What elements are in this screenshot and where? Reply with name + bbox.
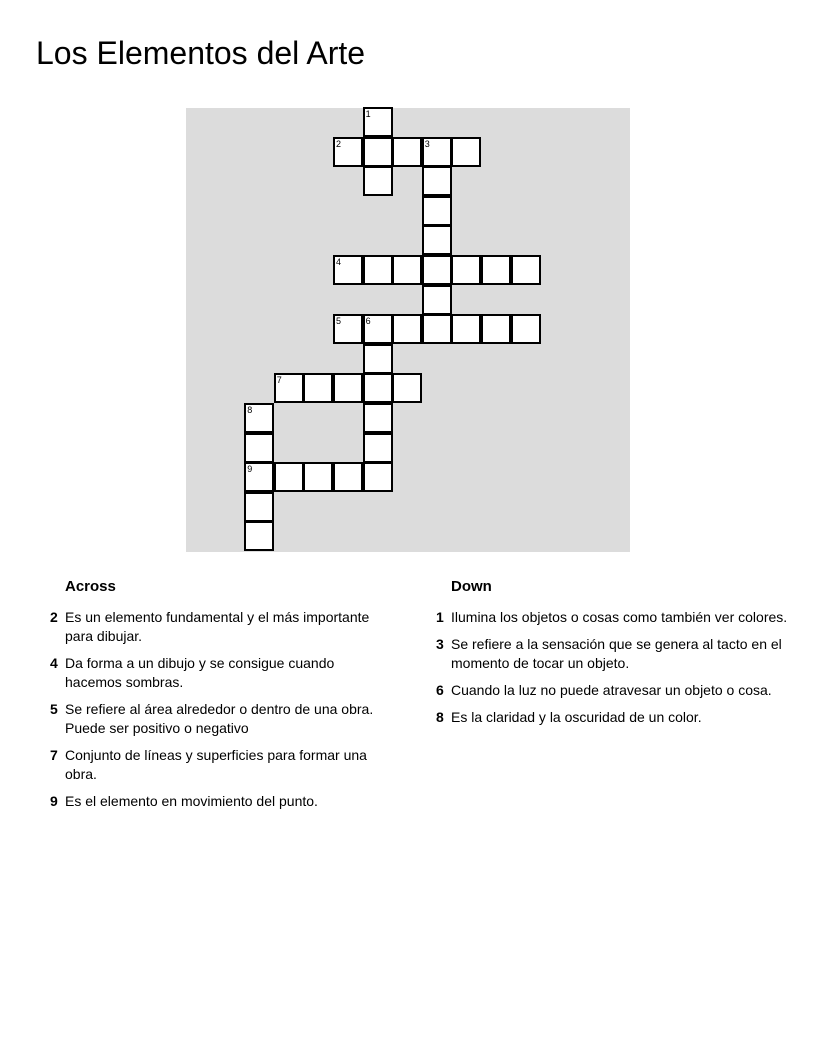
grid-cell[interactable] <box>511 314 541 344</box>
clue-item <box>430 608 790 627</box>
crossword-grid <box>186 108 630 552</box>
clue-item <box>44 792 384 811</box>
grid-cell[interactable] <box>392 137 422 167</box>
grid-cell[interactable] <box>422 196 452 226</box>
clue-number: 2 <box>336 138 342 149</box>
clue-item <box>44 608 384 646</box>
clue-item-text: Ilumina los objetos o cosas como también ver colores. <box>451 609 788 625</box>
clue-item-text: Es un elemento fundamental y el más importante para dibujar. <box>65 609 370 644</box>
grid-cell[interactable] <box>333 314 363 344</box>
page-title: Los Elementos del Arte <box>36 35 366 71</box>
down-heading: Down <box>451 578 492 595</box>
clue-number: 8 <box>247 405 253 415</box>
clue-item-number: 4 <box>50 655 58 671</box>
clue-number: 4 <box>336 257 342 267</box>
grid-cell[interactable] <box>274 373 304 403</box>
grid-cell[interactable] <box>392 314 422 344</box>
grid-cell[interactable] <box>363 462 393 492</box>
grid-cell[interactable] <box>244 492 274 522</box>
grid-cell[interactable] <box>363 166 393 196</box>
clue-item-number: 2 <box>50 609 58 625</box>
grid-cell[interactable] <box>363 344 393 374</box>
clue-item-number: 7 <box>50 747 58 763</box>
clue-item-text: Se refiere al área alrededor o dentro de una obra. Puede ser positivo o negativo <box>65 701 374 736</box>
across-heading: Across <box>65 578 116 595</box>
grid-cell[interactable] <box>363 255 393 285</box>
clue-item-number: 8 <box>436 709 444 725</box>
clue-item-text: Da forma a un dibujo y se consigue cuando hacemos sombras. <box>65 655 335 690</box>
clue-item <box>430 635 790 673</box>
down-clues <box>430 576 790 735</box>
clue-item <box>430 681 790 700</box>
grid-cell[interactable] <box>303 373 333 403</box>
grid-cell[interactable] <box>481 255 511 285</box>
grid-cell[interactable] <box>451 137 481 167</box>
clue-number: 9 <box>247 464 253 475</box>
clue-item-number: 3 <box>436 636 444 652</box>
clue-item-text: Se refiere a la sensación que se genera al tacto en el momento de tocar un objeto. <box>451 636 782 671</box>
grid-cell[interactable] <box>422 166 452 196</box>
grid-cell[interactable] <box>511 255 541 285</box>
grid-cell[interactable] <box>392 255 422 285</box>
across-clues <box>44 576 384 819</box>
clue-item-number: 9 <box>50 793 58 809</box>
grid-cell[interactable] <box>274 462 304 492</box>
clue-item <box>44 700 384 738</box>
grid-cell[interactable] <box>422 285 452 315</box>
clue-item-text: Cuando la luz no puede atravesar un objeto o cosa. <box>451 682 772 698</box>
clue-number: 7 <box>276 375 282 386</box>
grid-cell[interactable] <box>363 107 393 137</box>
clue-number: 6 <box>365 316 371 327</box>
grid-cell[interactable] <box>244 433 274 463</box>
clue-number: 1 <box>365 109 371 119</box>
grid-cell[interactable] <box>422 314 452 344</box>
grid-cell[interactable] <box>481 314 511 344</box>
clue-item-number: 6 <box>436 682 444 698</box>
clue-item <box>44 654 384 692</box>
grid-cell[interactable] <box>244 462 274 492</box>
grid-cell[interactable] <box>333 373 363 403</box>
clue-item-number: 5 <box>50 701 58 717</box>
grid-cell[interactable] <box>333 137 363 167</box>
grid-cell[interactable] <box>451 255 481 285</box>
clue-number: 3 <box>424 138 430 149</box>
grid-cell[interactable] <box>244 403 274 433</box>
grid-cell[interactable] <box>422 255 452 285</box>
grid-cell[interactable] <box>303 462 333 492</box>
grid-cell[interactable] <box>363 433 393 463</box>
clue-item-text: Es el elemento en movimiento del punto. <box>65 793 318 809</box>
grid-cell[interactable] <box>333 462 363 492</box>
grid-cell[interactable] <box>422 225 452 255</box>
grid-cell[interactable] <box>244 521 274 551</box>
clue-item <box>44 746 384 784</box>
clue-item <box>430 708 790 727</box>
grid-cell[interactable] <box>422 137 452 167</box>
clue-number: 5 <box>336 316 342 327</box>
grid-cell[interactable] <box>392 373 422 403</box>
grid-cell[interactable] <box>363 403 393 433</box>
clue-item-text: Conjunto de líneas y superficies para formar una obra. <box>65 747 367 782</box>
clue-item-text: Es la claridad y la oscuridad de un color. <box>451 709 702 725</box>
grid-cell[interactable] <box>363 137 393 167</box>
grid-cell[interactable] <box>363 373 393 403</box>
grid-cell[interactable] <box>363 314 393 344</box>
clue-item-number: 1 <box>436 609 444 625</box>
grid-cell[interactable] <box>451 314 481 344</box>
grid-cell[interactable] <box>333 255 363 285</box>
